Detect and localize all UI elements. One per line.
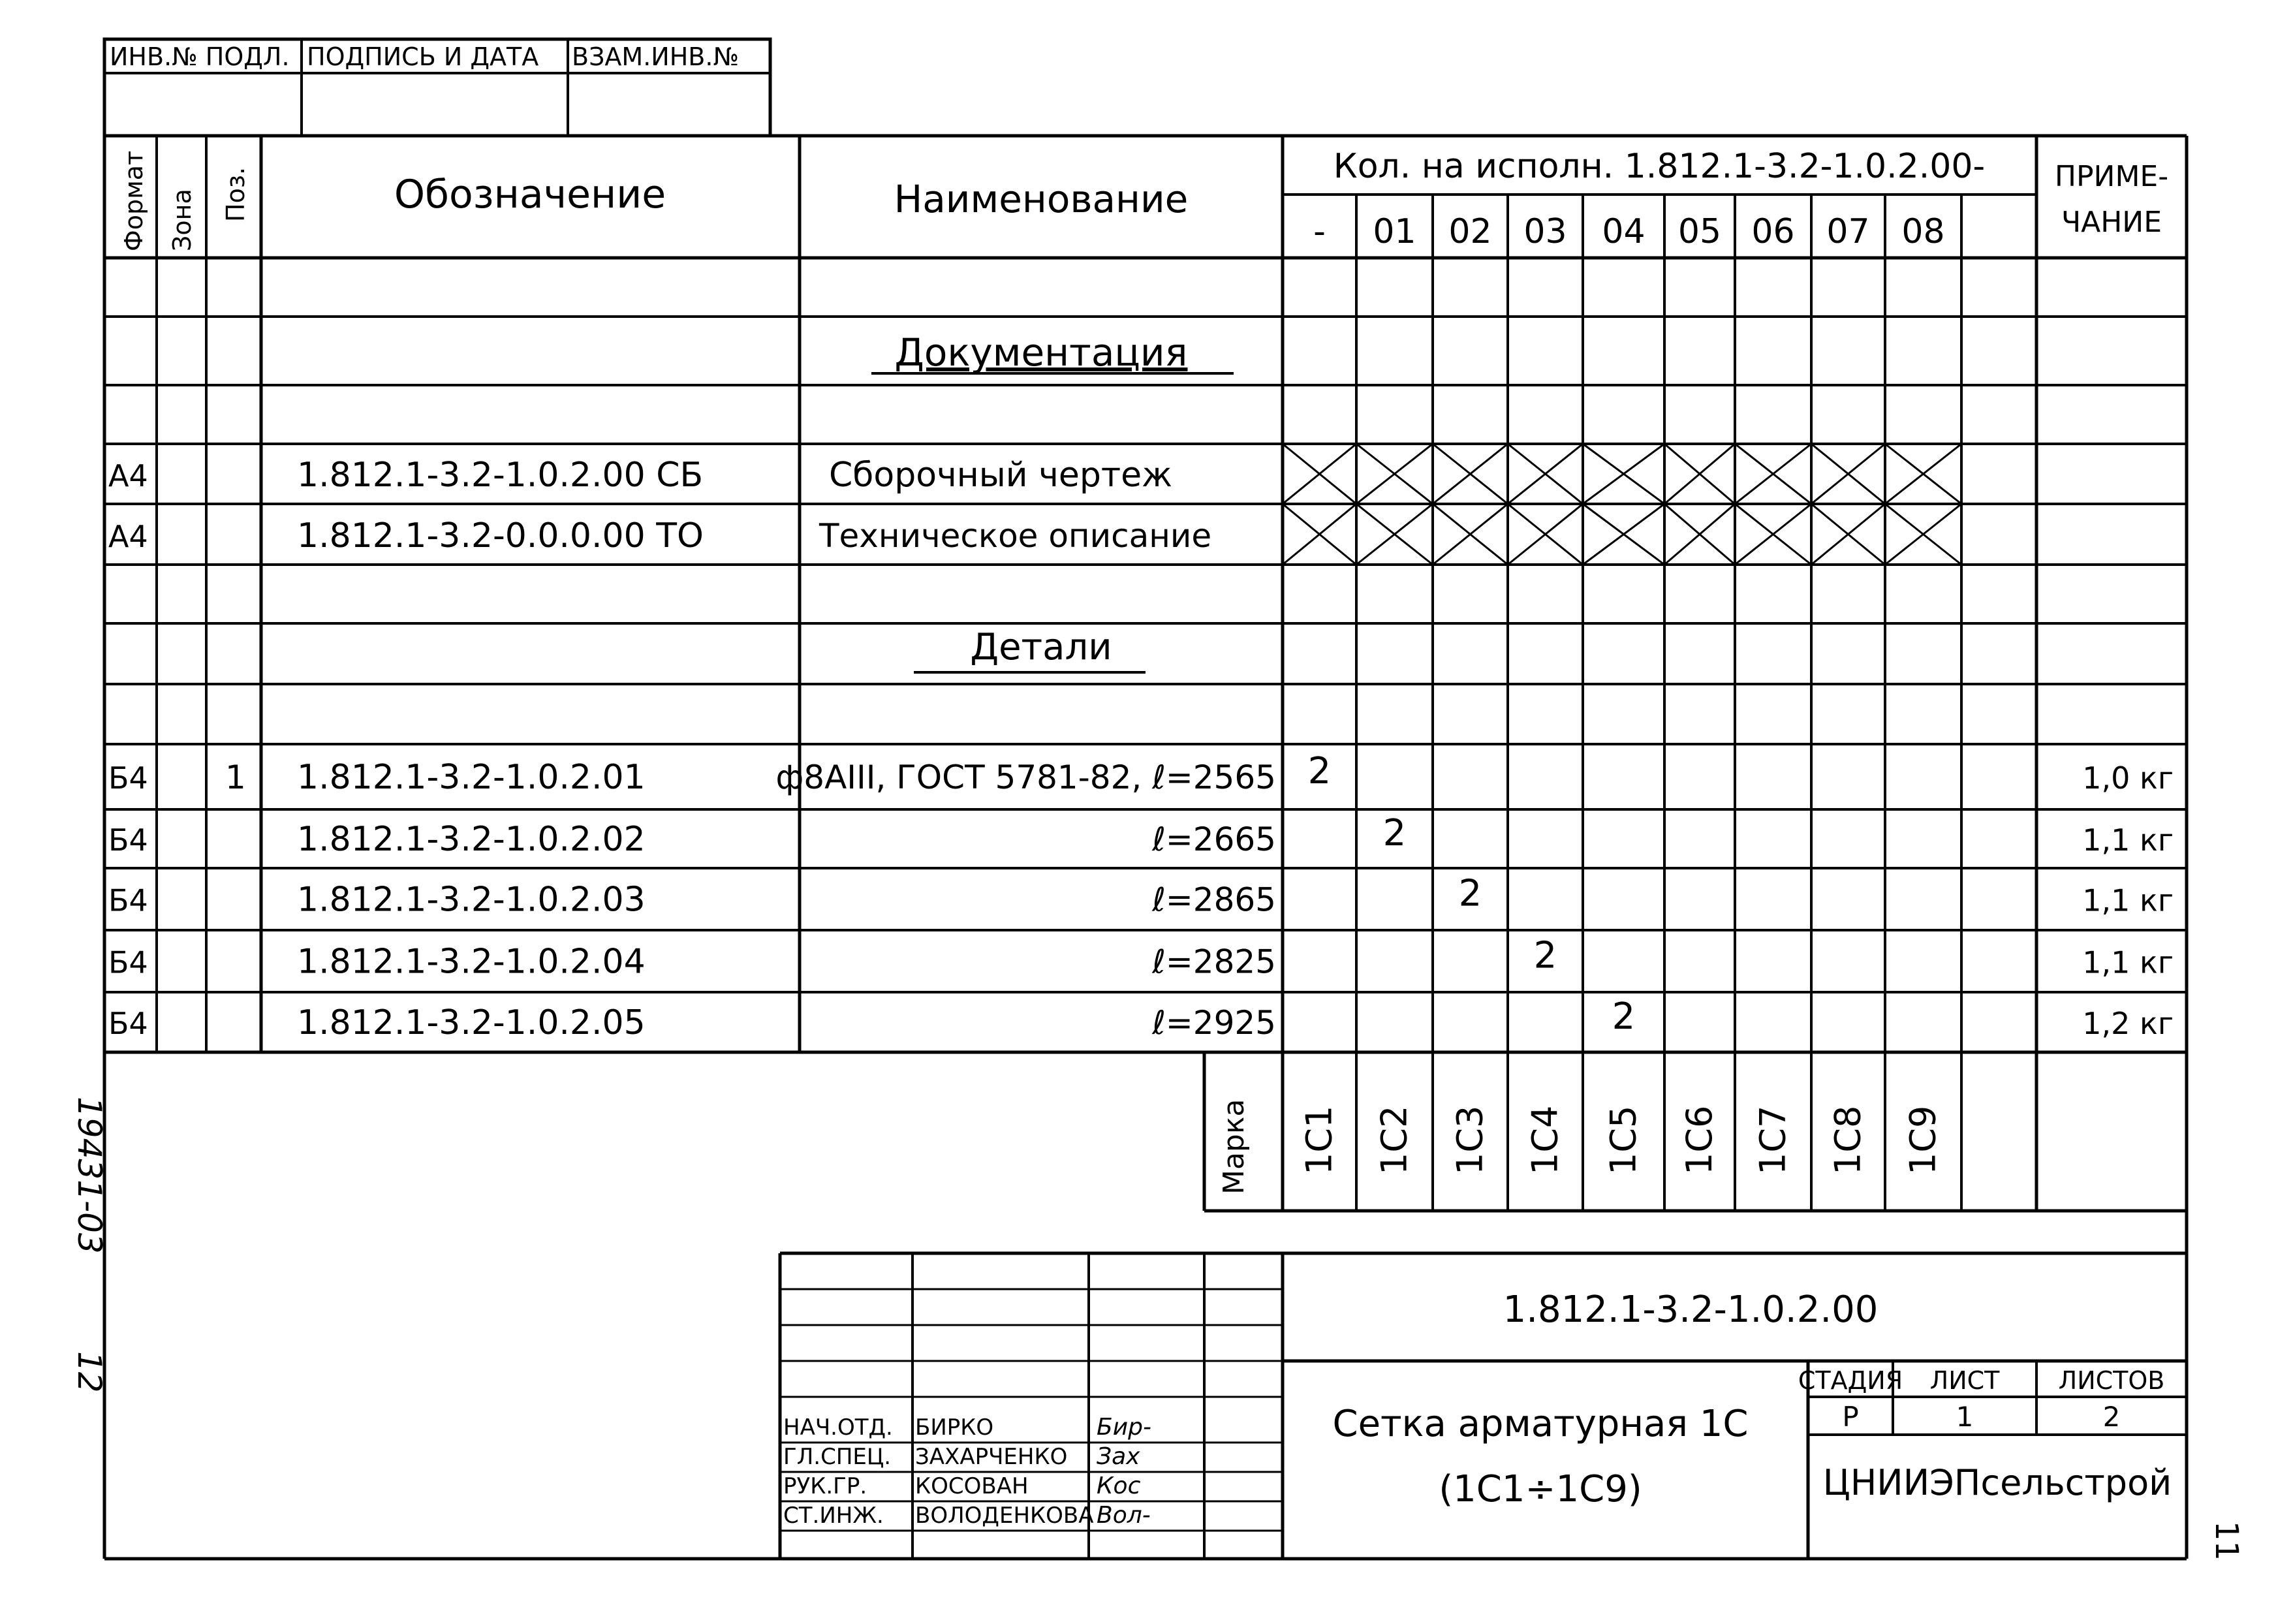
signer-signature: Вол- [1097, 1502, 1151, 1529]
document-code: 1.812.1-3.2-1.0.2.00 [1503, 1288, 1879, 1331]
detail-name: ℓ=2865 [1152, 881, 1276, 919]
detail-name: ф8АIII, ГОСТ 5781-82, ℓ=2565 [775, 758, 1276, 796]
mark-label: 1С4 [1524, 1105, 1566, 1175]
mark-label: 1С9 [1902, 1105, 1944, 1175]
stage-label: СТАДИЯ [1798, 1366, 1903, 1395]
left-page-number: 12 [70, 1351, 108, 1393]
name-header: Наименование [894, 177, 1189, 221]
detail-designation: 1.812.1-3.2-1.0.2.01 [297, 758, 646, 797]
detail-rows [108, 750, 2174, 1042]
marks-values [1299, 1106, 1944, 1175]
signer-row [783, 1414, 1151, 1441]
signer-role: ГЛ.СПЕЦ. [783, 1444, 892, 1470]
mark-label: 1С2 [1373, 1105, 1415, 1175]
sheets-label: ЛИСТОВ [2058, 1366, 2165, 1395]
signer-row [783, 1473, 1141, 1499]
right-page-number: 11 [2208, 1521, 2245, 1561]
format-header: Формат [119, 150, 148, 251]
signer-signature: Кос [1097, 1473, 1141, 1499]
detail-row [108, 873, 2174, 920]
signer-signature: Бир- [1097, 1414, 1151, 1441]
document-title-line2: (1С1÷1С9) [1439, 1468, 1642, 1510]
doc-row-name: Техническое описание [819, 517, 1212, 555]
mark-label: 1С8 [1827, 1105, 1869, 1175]
note-header-1: ПРИМЕ- [2054, 160, 2169, 193]
detail-position: 1 [225, 758, 246, 796]
detail-quantity: 2 [1382, 812, 1407, 854]
detail-designation: 1.812.1-3.2-1.0.2.02 [297, 820, 646, 859]
mark-label: 1С5 [1602, 1105, 1644, 1175]
signer-role: НАЧ.ОТД. [783, 1414, 893, 1441]
variant-header: 05 [1677, 212, 1722, 251]
detail-note: 1,0 кг [2082, 760, 2174, 796]
signer-name: ВОЛОДЕНКОВА [915, 1503, 1094, 1529]
sheets-value: 2 [2102, 1401, 2121, 1433]
doc-row [108, 456, 1172, 495]
signer-role: РУК.ГР. [783, 1473, 867, 1499]
detail-format: Б4 [108, 1006, 148, 1041]
detail-format: Б4 [108, 882, 148, 918]
organization-name: ЦНИИЭПсельстрой [1822, 1462, 2172, 1503]
doc-row-designation: 1.812.1-3.2-1.0.2.00 СБ [297, 456, 704, 495]
marks-label: Марка [1217, 1099, 1251, 1195]
detail-name: ℓ=2665 [1152, 820, 1276, 858]
detail-format: Б4 [108, 822, 148, 858]
mark-label: 1С6 [1679, 1105, 1720, 1175]
signer-row [783, 1502, 1151, 1529]
designation-header: Обозначение [394, 172, 666, 217]
detail-note: 1,1 кг [2082, 882, 2174, 918]
note-header-2: ЧАНИЕ [2061, 206, 2162, 239]
detail-format: Б4 [108, 760, 148, 796]
detail-quantity: 2 [1533, 934, 1557, 977]
doc-row-name: Сборочный чертеж [829, 456, 1172, 495]
variant-headers [1313, 212, 1944, 251]
variant-header: 02 [1448, 212, 1492, 251]
stage-value: Р [1842, 1401, 1859, 1433]
detail-row [108, 935, 2174, 982]
detail-quantity: 2 [1612, 995, 1636, 1038]
doc-row-format: А4 [108, 458, 148, 493]
signer-name: БИРКО [915, 1414, 994, 1441]
detail-format: Б4 [108, 945, 148, 980]
variant-header: - [1313, 212, 1326, 251]
doc-row-designation: 1.812.1-3.2-0.0.0.00 ТО [297, 516, 704, 555]
signer-name: ЗАХАРЧЕНКО [915, 1444, 1068, 1470]
detail-quantity: 2 [1458, 872, 1482, 915]
zone-header: Зона [168, 189, 196, 251]
signer-role: СТ.ИНЖ. [783, 1503, 884, 1529]
signer-signature: Зах [1097, 1443, 1140, 1470]
doc-row [108, 516, 1211, 555]
position-header: Поз. [221, 166, 250, 222]
detail-designation: 1.812.1-3.2-1.0.2.03 [297, 880, 646, 920]
replace-inv-label: ВЗАМ.ИНВ.№ [572, 42, 739, 71]
signature-date-label: ПОДПИСЬ И ДАТА [307, 42, 539, 71]
signer-row [783, 1443, 1140, 1470]
signer-name: КОСОВАН [915, 1473, 1029, 1499]
detail-designation: 1.812.1-3.2-1.0.2.05 [297, 1003, 646, 1042]
variant-header: 01 [1373, 212, 1416, 251]
mark-label: 1С1 [1298, 1105, 1340, 1175]
archive-number: 19431-03 [70, 1097, 108, 1254]
detail-note: 1,2 кг [2082, 1006, 2174, 1041]
sheet-label: ЛИСТ [1929, 1366, 2000, 1395]
detail-note: 1,1 кг [2082, 822, 2174, 858]
variant-header: 04 [1602, 212, 1646, 251]
section-details: Детали [970, 626, 1112, 668]
detail-note: 1,1 кг [2082, 945, 2174, 980]
detail-row [108, 995, 2174, 1042]
mark-label: 1С7 [1752, 1105, 1794, 1175]
detail-row [108, 812, 2174, 859]
section-documentation: Документация [894, 330, 1188, 375]
document-title-line1: Сетка арматурная 1С [1332, 1403, 1749, 1445]
detail-quantity: 2 [1307, 750, 1332, 792]
variant-header: 08 [1901, 212, 1945, 251]
variant-header: 06 [1751, 212, 1795, 251]
variant-header: 07 [1826, 212, 1870, 251]
detail-name: ℓ=2925 [1152, 1004, 1276, 1042]
detail-name: ℓ=2825 [1152, 943, 1276, 981]
mark-label: 1С3 [1449, 1105, 1491, 1175]
inv-podl-label: ИНВ.№ ПОДЛ. [110, 42, 290, 71]
detail-row [108, 750, 2174, 797]
doc-row-format: А4 [108, 519, 148, 554]
detail-designation: 1.812.1-3.2-1.0.2.04 [297, 942, 646, 982]
qty-header: Кол. на исполн. 1.812.1-3.2-1.0.2.00- [1333, 147, 1986, 186]
sheet-value: 1 [1956, 1401, 1974, 1433]
variant-header: 03 [1523, 212, 1567, 251]
